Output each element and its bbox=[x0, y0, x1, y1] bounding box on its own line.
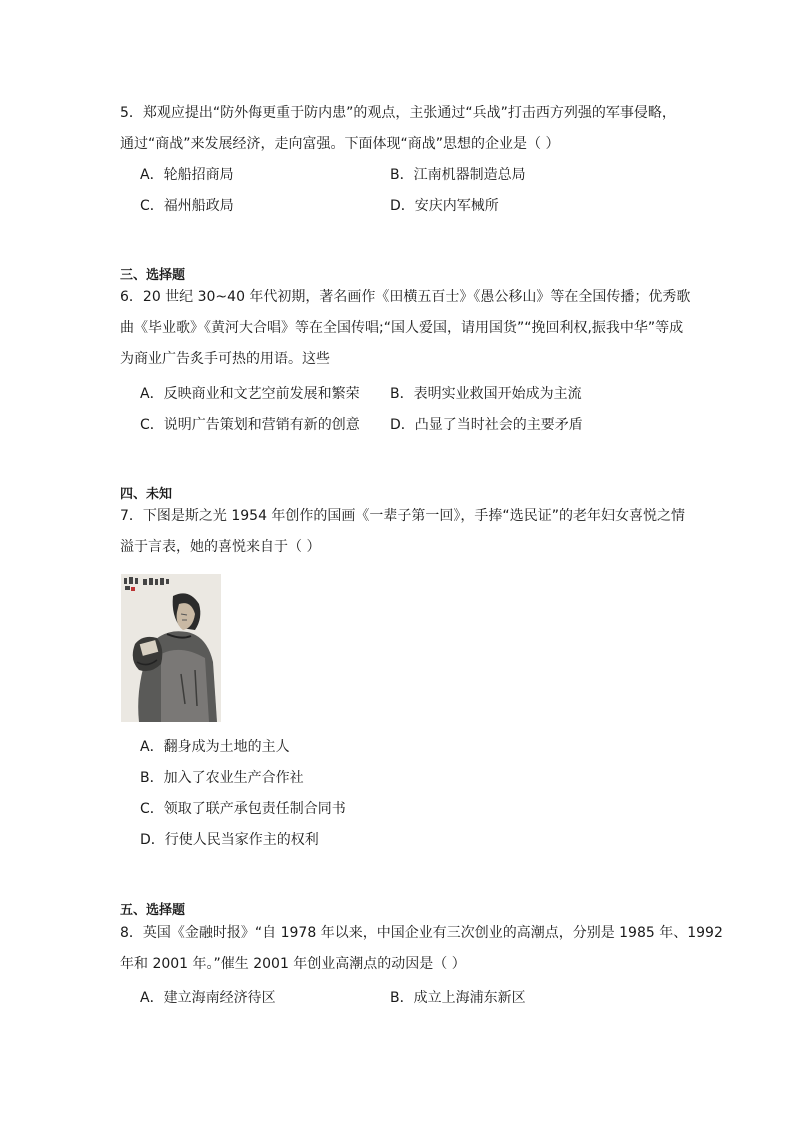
option-a[interactable]: A．翻身成为土地的主人 bbox=[140, 738, 290, 755]
question-8-options bbox=[120, 981, 620, 1012]
question-8 bbox=[120, 918, 723, 980]
question-5-options bbox=[120, 158, 620, 220]
question-6-line-1: 6．20 世纪 30~40 年代初期，著名画作《田横五百士》《愚公移山》等在全国传播；优秀歌 bbox=[120, 289, 691, 305]
question-5-line-1: 5．郑观应提出“防外侮更重于防内患”的观点，主张通过“兵战”打击西方列强的军事侵略， bbox=[120, 105, 676, 121]
section-heading-3: 三、选择题 bbox=[120, 268, 186, 283]
question-5-line-2: 通过“商战”来发展经济，走向富强。下面体现“商战”思想的企业是（ ） bbox=[120, 136, 560, 152]
option-d[interactable]: D．凸显了当时社会的主要矛盾 bbox=[390, 416, 583, 433]
option-a[interactable]: A．建立海南经济待区 bbox=[140, 989, 276, 1006]
question-6-line-3: 为商业广告炙手可热的用语。这些 bbox=[120, 351, 330, 367]
option-b[interactable]: B．江南机器制造总局 bbox=[390, 166, 526, 183]
question-8-line-1: 8．英国《金融时报》“自 1978 年以来，中国企业有三次创业的高潮点，分别是 1985 年、1992 bbox=[120, 925, 723, 941]
option-d[interactable]: D．行使人民当家作主的权利 bbox=[140, 831, 319, 848]
option-d[interactable]: D．安庆内军械所 bbox=[390, 197, 499, 214]
question-5 bbox=[120, 98, 680, 160]
question-6-line-2: 曲《毕业歌》《黄河大合唱》等在全国传唱;“国人爱国，请用国货”“挽回利权,振我中华”等成 bbox=[120, 320, 684, 336]
option-a[interactable]: A．反映商业和文艺空前发展和繁荣 bbox=[140, 385, 360, 402]
question-6 bbox=[120, 282, 691, 375]
section-heading-4: 四、未知 bbox=[120, 487, 173, 502]
option-c[interactable]: C．福州船政局 bbox=[140, 197, 234, 214]
question-8-line-2: 年和 2001 年。”催生 2001 年创业高潮点的动因是（ ） bbox=[120, 956, 466, 972]
question-6-options bbox=[120, 377, 620, 439]
option-c[interactable]: C．说明广告策划和营销有新的创意 bbox=[140, 416, 360, 433]
option-b[interactable]: B．加入了农业生产合作社 bbox=[140, 769, 304, 786]
option-b[interactable]: B．成立上海浦东新区 bbox=[390, 989, 526, 1006]
question-7-line-1: 7．下图是斯之光 1954 年创作的国画《一辈子第一回》，手捧“选民证”的老年妇女喜悦之情 bbox=[120, 508, 685, 524]
option-b[interactable]: B．表明实业救国开始成为主流 bbox=[390, 385, 582, 402]
option-a[interactable]: A．轮船招商局 bbox=[140, 166, 234, 183]
question-7 bbox=[120, 501, 685, 563]
section-heading-5: 五、选择题 bbox=[120, 903, 186, 918]
painting-image bbox=[121, 574, 221, 722]
question-7-options bbox=[120, 730, 346, 854]
question-7-line-2: 溢于言表，她的喜悦来自于（ ） bbox=[120, 539, 321, 555]
option-c[interactable]: C．领取了联产承包责任制合同书 bbox=[140, 800, 346, 817]
painting-elderly-woman-icon bbox=[121, 574, 221, 722]
